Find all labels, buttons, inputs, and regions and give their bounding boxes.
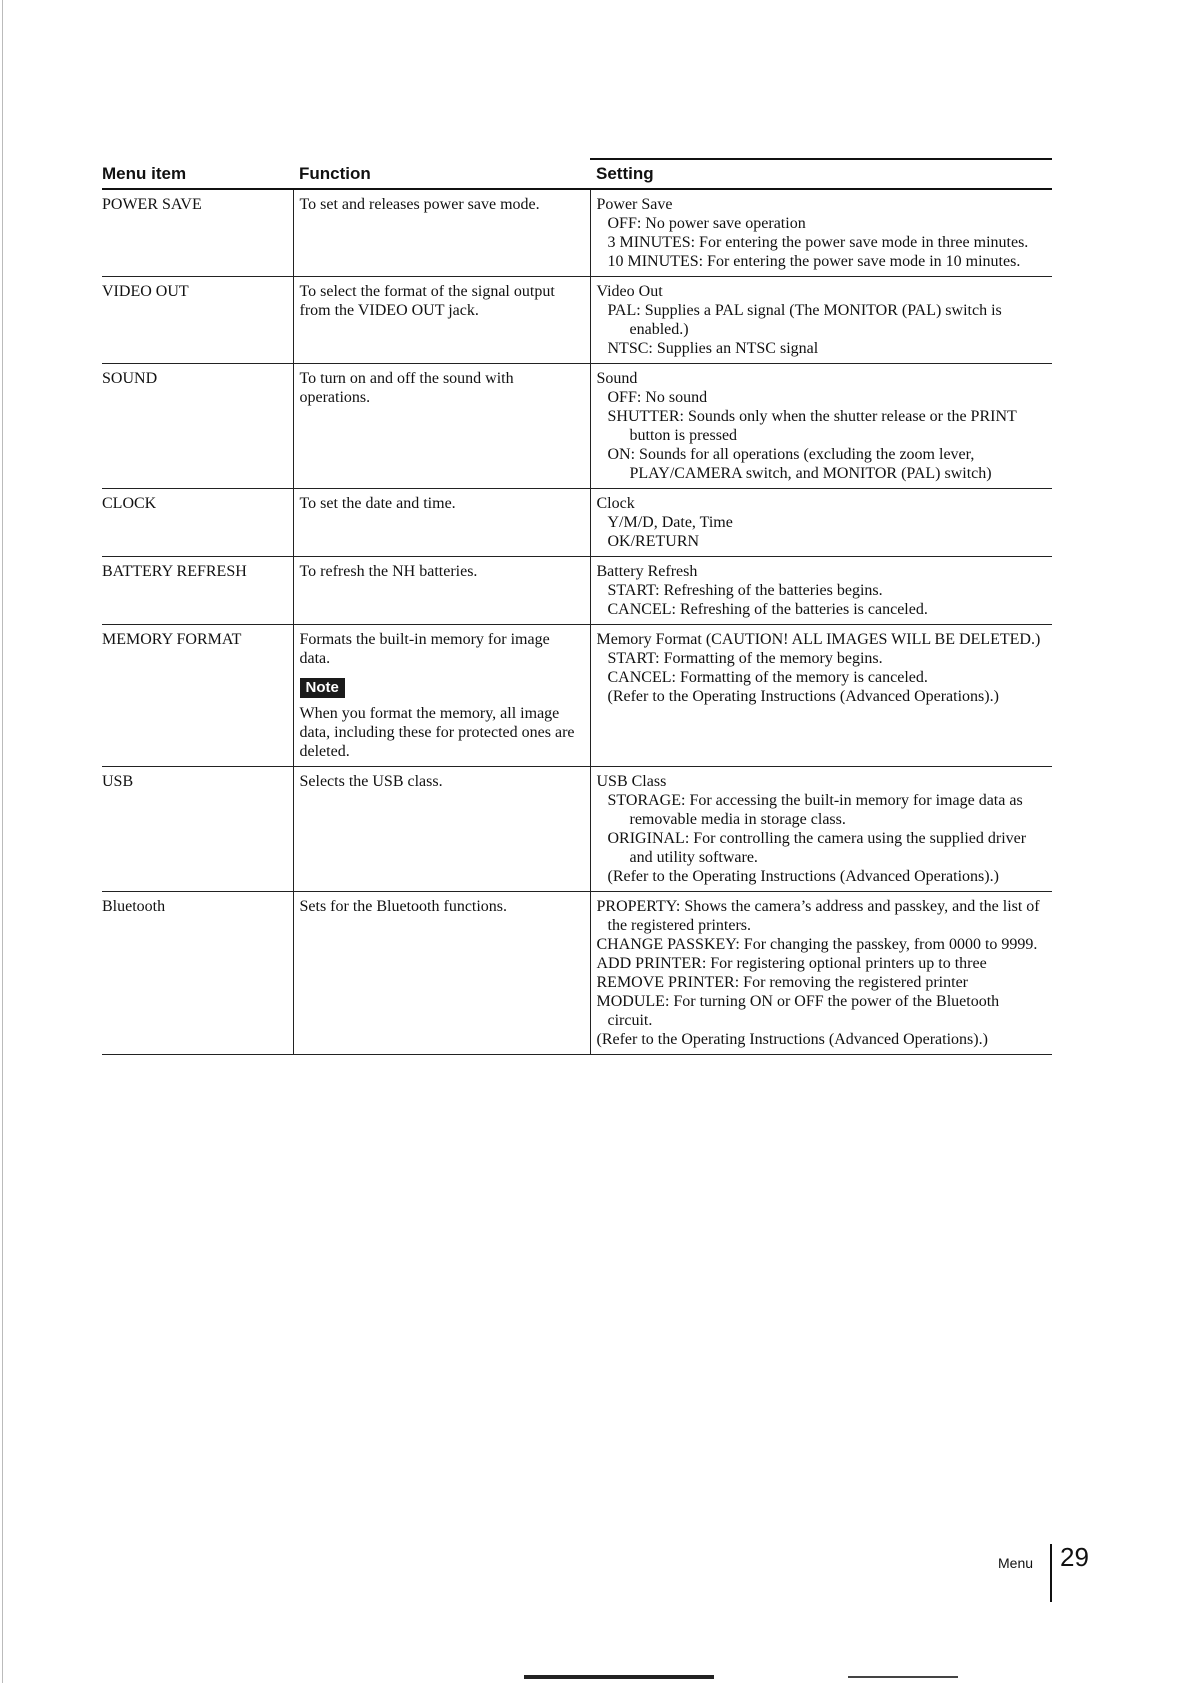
- setting-line: 10 MINUTES: For entering the power save mode in 10 minutes.: [607, 253, 1021, 270]
- table-row: [102, 625, 1052, 767]
- header-function: Function: [293, 159, 590, 189]
- setting-line: (Refer to the Operating Instructions (Advanced Operations).): [596, 1031, 988, 1048]
- setting-line: Sound: [596, 370, 638, 387]
- setting-line: NTSC: Supplies an NTSC signal: [607, 340, 819, 357]
- scan-edge-line: [2, 0, 3, 1683]
- function-text: To select the format of the signal output from the VIDEO OUT jack.: [299, 283, 555, 319]
- setting-line: PAL: Supplies a PAL signal (The MONITOR (PAL) switch is enabled.): [607, 302, 1002, 338]
- table-row: [102, 767, 1052, 892]
- function-cell: [293, 557, 590, 625]
- setting-cell: [590, 189, 1052, 277]
- function-text: To refresh the NH batteries.: [299, 563, 478, 580]
- setting-line: 3 MINUTES: For entering the power save mode in three minutes.: [607, 234, 1029, 251]
- setting-line: USB Class: [596, 773, 667, 790]
- setting-line: REMOVE PRINTER: For removing the registered printer: [596, 974, 968, 991]
- table-row: [102, 557, 1052, 625]
- function-cell: [293, 625, 590, 767]
- footer-divider: [1050, 1544, 1052, 1602]
- setting-line: ORIGINAL: For controlling the camera using the supplied driver and utility software.: [607, 830, 1027, 866]
- setting-line: OFF: No sound: [607, 389, 708, 406]
- setting-line: (Refer to the Operating Instructions (Advanced Operations).): [607, 688, 999, 705]
- menu-item-name: POWER SAVE: [102, 189, 293, 277]
- function-cell: [293, 364, 590, 489]
- setting-cell: [590, 625, 1052, 767]
- function-text: Formats the built-in memory for image data.: [299, 631, 550, 667]
- setting-line: CANCEL: Formatting of the memory is canceled.: [607, 669, 928, 686]
- function-cell: [293, 767, 590, 892]
- scan-artifact-bar: [524, 1675, 714, 1679]
- setting-line: START: Refreshing of the batteries begins.: [607, 582, 883, 599]
- function-text: Sets for the Bluetooth functions.: [299, 898, 508, 915]
- table-row: [102, 277, 1052, 364]
- menu-item-name: Bluetooth: [102, 892, 293, 1055]
- setting-cell: [590, 557, 1052, 625]
- function-cell: [293, 277, 590, 364]
- menu-item-name: SOUND: [102, 364, 293, 489]
- footer-section-label: Menu: [998, 1555, 1034, 1571]
- menu-settings-table: [102, 158, 1052, 1055]
- function-text: To turn on and off the sound with operations.: [299, 370, 514, 406]
- table-row: [102, 189, 1052, 277]
- setting-line: Video Out: [596, 283, 663, 300]
- page-number: 29: [1060, 1542, 1089, 1572]
- setting-line: CANCEL: Refreshing of the batteries is canceled.: [607, 601, 928, 618]
- setting-line: STORAGE: For accessing the built-in memory for image data as removable media in storage class.: [607, 792, 1023, 828]
- function-text: To set and releases power save mode.: [299, 196, 540, 213]
- setting-line: Memory Format (CAUTION! ALL IMAGES WILL BE DELETED.): [596, 631, 1041, 648]
- header-setting: Setting: [590, 159, 1052, 189]
- setting-line: OK/RETURN: [607, 533, 700, 550]
- setting-line: Clock: [596, 495, 635, 512]
- setting-line: PROPERTY: Shows the camera’s address and passkey, and the list of the registered printers.: [596, 898, 1040, 934]
- setting-line: Y/M/D, Date, Time: [607, 514, 733, 531]
- table-header-row: [102, 159, 1052, 189]
- function-cell: [293, 489, 590, 557]
- setting-line: SHUTTER: Sounds only when the shutter release or the PRINT button is pressed: [607, 408, 1017, 444]
- setting-cell: [590, 892, 1052, 1055]
- note-text: When you format the memory, all image data, including these for protected ones are deleted.: [299, 705, 575, 760]
- menu-item-name: MEMORY FORMAT: [102, 625, 293, 767]
- setting-line: CHANGE PASSKEY: For changing the passkey, from 0000 to 9999.: [596, 936, 1038, 953]
- setting-cell: [590, 277, 1052, 364]
- function-text: Selects the USB class.: [299, 773, 443, 790]
- setting-cell: [590, 767, 1052, 892]
- scan-artifact-bar: [848, 1676, 958, 1678]
- setting-line: OFF: No power save operation: [607, 215, 806, 232]
- menu-item-name: USB: [102, 767, 293, 892]
- function-cell: [293, 189, 590, 277]
- table-row: [102, 364, 1052, 489]
- function-text: To set the date and time.: [299, 495, 456, 512]
- setting-line: ADD PRINTER: For registering optional printers up to three: [596, 955, 987, 972]
- header-menu-item: Menu item: [102, 159, 293, 189]
- setting-line: Power Save: [596, 196, 673, 213]
- function-cell: [293, 892, 590, 1055]
- setting-cell: [590, 489, 1052, 557]
- menu-item-name: BATTERY REFRESH: [102, 557, 293, 625]
- setting-line: MODULE: For turning ON or OFF the power of the Bluetooth circuit.: [596, 993, 1000, 1029]
- note-badge: Note: [300, 678, 345, 698]
- setting-line: START: Formatting of the memory begins.: [607, 650, 883, 667]
- menu-item-name: VIDEO OUT: [102, 277, 293, 364]
- table-row: [102, 489, 1052, 557]
- setting-line: (Refer to the Operating Instructions (Advanced Operations).): [607, 868, 999, 885]
- table-row: [102, 892, 1052, 1055]
- setting-line: ON: Sounds for all operations (excluding the zoom lever, PLAY/CAMERA switch, and MONITOR (PAL) switch): [607, 446, 992, 482]
- menu-item-name: CLOCK: [102, 489, 293, 557]
- setting-cell: [590, 364, 1052, 489]
- setting-line: Battery Refresh: [596, 563, 698, 580]
